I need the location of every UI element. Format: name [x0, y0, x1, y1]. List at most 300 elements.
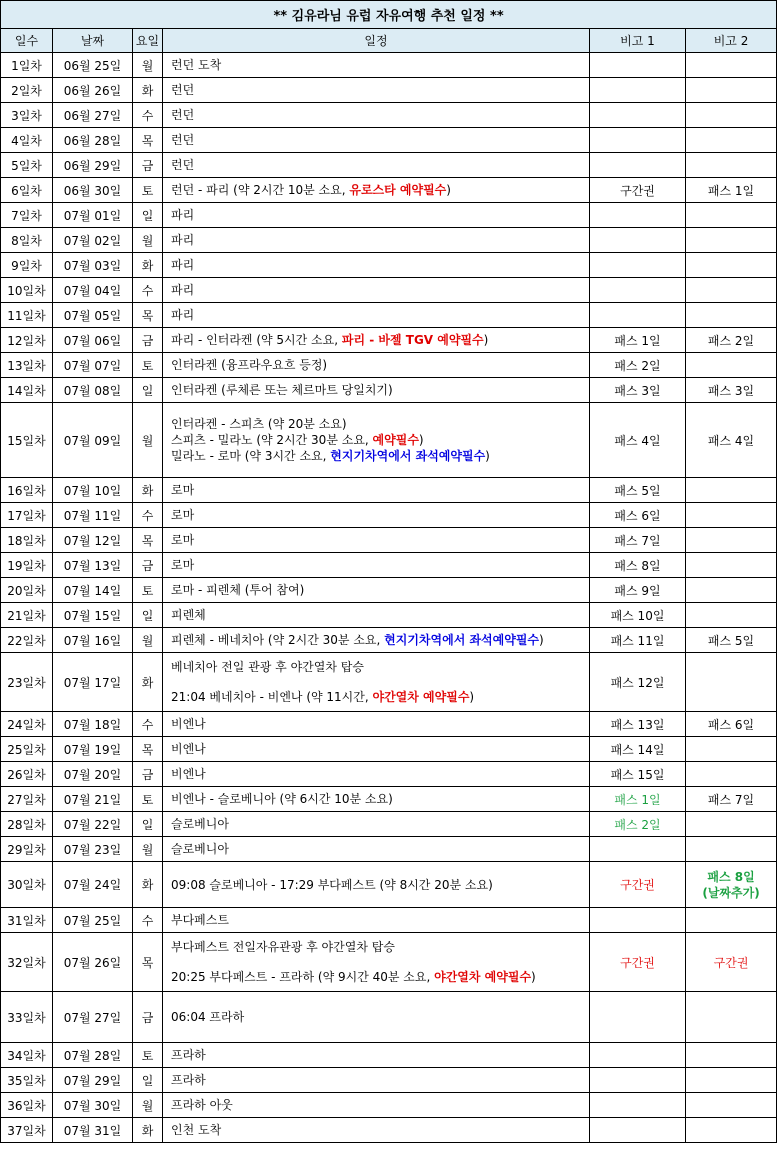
day-cell: 9일차: [1, 253, 53, 278]
date-cell: 07월 28일: [53, 1043, 133, 1068]
note-1-cell: 패스 7일: [590, 528, 686, 553]
schedule-cell: [163, 992, 590, 1043]
header-day: 일수: [1, 29, 53, 53]
header-schedule: 일정: [163, 29, 590, 53]
schedule-text: 비엔나 - 슬로베니아 (약 6시간 10분 소요): [171, 792, 393, 806]
note-2-cell: [686, 737, 777, 762]
note-1-cell: 패스 10일: [590, 603, 686, 628]
schedule-cell: [163, 353, 590, 378]
date-cell: 07월 23일: [53, 837, 133, 862]
weekday-cell: 월: [133, 1093, 163, 1118]
schedule-text: 파리: [171, 233, 195, 247]
schedule-text: ): [483, 333, 489, 347]
weekday-cell: 월: [133, 837, 163, 862]
date-cell: 07월 15일: [53, 603, 133, 628]
schedule-line: [171, 766, 589, 782]
schedule-line: [171, 182, 589, 198]
date-cell: 07월 17일: [53, 653, 133, 712]
day-cell: 8일차: [1, 228, 53, 253]
schedule-line: [171, 939, 589, 955]
schedule-cell: [163, 478, 590, 503]
date-cell: 07월 20일: [53, 762, 133, 787]
weekday-cell: 화: [133, 253, 163, 278]
date-cell: 07월 14일: [53, 578, 133, 603]
schedule-text: 09:08 슬로베니아 - 17:29 부다페스트 (약 8시간 20분 소요): [171, 877, 493, 892]
schedule-text: 파리: [171, 283, 195, 297]
schedule-text: 인천 도착: [171, 1123, 222, 1137]
schedule-line: [171, 507, 589, 523]
schedule-text: 로마: [171, 558, 195, 572]
note-2-cell: [686, 253, 777, 278]
table-row: [1, 78, 777, 103]
schedule-text: 로마: [171, 508, 195, 522]
note-1-cell: [590, 908, 686, 933]
note-1-cell: [590, 303, 686, 328]
schedule-highlight: 야간열차 예약필수: [372, 690, 470, 704]
schedule-text: ): [485, 449, 490, 463]
table-row: [1, 837, 777, 862]
weekday-cell: 수: [133, 503, 163, 528]
schedule-cell: [163, 128, 590, 153]
note-2-cell: [686, 128, 777, 153]
schedule-cell: [163, 53, 590, 78]
schedule-line: [171, 257, 589, 273]
table-row: [1, 712, 777, 737]
table-row: [1, 528, 777, 553]
schedule-cell: [163, 628, 590, 653]
note-2-cell: [686, 1118, 777, 1143]
table-row: [1, 737, 777, 762]
schedule-line: [171, 716, 589, 732]
schedule-cell: [163, 862, 590, 908]
day-cell: 2일차: [1, 78, 53, 103]
date-cell: 07월 07일: [53, 353, 133, 378]
day-cell: 27일차: [1, 787, 53, 812]
schedule-text: ): [531, 970, 536, 984]
line-gap: [171, 955, 589, 969]
table-row: [1, 553, 777, 578]
note-2-cell: 패스 5일: [686, 628, 777, 653]
schedule-text: 런던: [171, 158, 195, 172]
table-row: [1, 603, 777, 628]
note-1-cell: [590, 228, 686, 253]
note-1-cell: 구간권: [590, 862, 686, 908]
note-2-cell: 패스 3일: [686, 378, 777, 403]
header-note-1: 비고 1: [590, 29, 686, 53]
note-2-cell: 패스 6일: [686, 712, 777, 737]
schedule-line: [171, 132, 589, 148]
table-row: [1, 478, 777, 503]
schedule-cell: [163, 737, 590, 762]
weekday-cell: 월: [133, 403, 163, 478]
day-cell: 31일차: [1, 908, 53, 933]
note-2-cell: [686, 528, 777, 553]
schedule-text: 비엔나: [171, 767, 206, 781]
schedule-cell: [163, 1043, 590, 1068]
schedule-line: [171, 207, 589, 223]
table-body: [1, 53, 777, 1143]
schedule-cell: [163, 153, 590, 178]
date-cell: 07월 13일: [53, 553, 133, 578]
table-row: [1, 103, 777, 128]
header-weekday: 요일: [133, 29, 163, 53]
day-cell: 26일차: [1, 762, 53, 787]
weekday-cell: 토: [133, 178, 163, 203]
schedule-highlight: 현지기차역에서 좌석예약필수: [330, 449, 486, 463]
date-cell: 07월 19일: [53, 737, 133, 762]
schedule-line: [171, 532, 589, 548]
day-cell: 37일차: [1, 1118, 53, 1143]
schedule-text: 베네치아 전일 관광 후 야간열차 탑승: [171, 660, 364, 674]
schedule-cell: [163, 578, 590, 603]
day-cell: 19일차: [1, 553, 53, 578]
note-2-cell: [686, 78, 777, 103]
date-cell: 06월 30일: [53, 178, 133, 203]
day-cell: 36일차: [1, 1093, 53, 1118]
schedule-text: 로마: [171, 533, 195, 547]
table-row: [1, 153, 777, 178]
day-cell: 10일차: [1, 278, 53, 303]
schedule-cell: [163, 78, 590, 103]
date-cell: 07월 27일: [53, 992, 133, 1043]
date-cell: 07월 05일: [53, 303, 133, 328]
day-cell: 23일차: [1, 653, 53, 712]
weekday-cell: 금: [133, 762, 163, 787]
note-2-cell: [686, 228, 777, 253]
schedule-text: 슬로베니아: [171, 842, 229, 856]
note-1-cell: 패스 2일: [590, 812, 686, 837]
schedule-cell: [163, 762, 590, 787]
schedule-line: [171, 432, 589, 448]
schedule-text: 비엔나: [171, 742, 206, 756]
schedule-line: [171, 1097, 589, 1113]
weekday-cell: 토: [133, 578, 163, 603]
note-2-cell: 패스 7일: [686, 787, 777, 812]
header-note-2: 비고 2: [686, 29, 777, 53]
note-1-cell: 구간권: [590, 178, 686, 203]
schedule-line: [171, 107, 589, 123]
day-cell: 24일차: [1, 712, 53, 737]
note-2-cell: [686, 503, 777, 528]
date-cell: 07월 29일: [53, 1068, 133, 1093]
schedule-line: [171, 607, 589, 623]
table-row: [1, 228, 777, 253]
schedule-line: [171, 1047, 589, 1063]
weekday-cell: 화: [133, 862, 163, 908]
note-1-cell: [590, 253, 686, 278]
note-1-cell: [590, 278, 686, 303]
schedule-highlight: 현지기차역에서 좌석예약필수: [384, 633, 540, 647]
table-row: [1, 787, 777, 812]
note-1-cell: [590, 1093, 686, 1118]
schedule-text: ): [539, 633, 544, 647]
schedule-text: 슬로베니아: [171, 817, 229, 831]
schedule-cell: [163, 303, 590, 328]
schedule-line: [171, 57, 589, 73]
schedule-cell: [163, 653, 590, 712]
schedule-text: 파리: [171, 208, 195, 222]
note-1-cell: 패스 12일: [590, 653, 686, 712]
note-1-cell: [590, 837, 686, 862]
day-cell: 17일차: [1, 503, 53, 528]
weekday-cell: 목: [133, 737, 163, 762]
note-1-cell: 패스 13일: [590, 712, 686, 737]
date-cell: 07월 09일: [53, 403, 133, 478]
schedule-line: [171, 582, 589, 598]
schedule-text: 프라하: [171, 1048, 206, 1062]
table-header: [1, 29, 777, 53]
day-cell: 13일차: [1, 353, 53, 378]
note-1-cell: 패스 2일: [590, 353, 686, 378]
table-row: [1, 862, 777, 908]
note-1-cell: 패스 6일: [590, 503, 686, 528]
weekday-cell: 수: [133, 712, 163, 737]
date-cell: 07월 21일: [53, 787, 133, 812]
date-cell: 07월 06일: [53, 328, 133, 353]
weekday-cell: 일: [133, 203, 163, 228]
note-1-cell: 패스 14일: [590, 737, 686, 762]
table-row: [1, 1118, 777, 1143]
schedule-text: 인터라켄 (융프라우요흐 등정): [171, 358, 328, 372]
schedule-cell: [163, 812, 590, 837]
date-cell: 07월 08일: [53, 378, 133, 403]
schedule-text: 로마: [171, 483, 195, 497]
note-2-cell: [686, 837, 777, 862]
schedule-line: [171, 1122, 589, 1138]
weekday-cell: 목: [133, 528, 163, 553]
table-row: [1, 812, 777, 837]
note-2-cell: [686, 203, 777, 228]
date-cell: 07월 12일: [53, 528, 133, 553]
weekday-cell: 수: [133, 278, 163, 303]
schedule-text: ): [446, 183, 451, 197]
schedule-text: 21:04 베네치아 - 비엔나 (약 11시간,: [171, 690, 373, 704]
date-cell: 07월 18일: [53, 712, 133, 737]
schedule-line: [171, 816, 589, 832]
weekday-cell: 일: [133, 1068, 163, 1093]
table-row: [1, 1043, 777, 1068]
day-cell: 14일차: [1, 378, 53, 403]
note-2-cell: [686, 1093, 777, 1118]
schedule-line: [171, 969, 589, 985]
table-row: [1, 992, 777, 1043]
schedule-line: [171, 232, 589, 248]
note-1-cell: 패스 15일: [590, 762, 686, 787]
table-row: [1, 762, 777, 787]
date-cell: 07월 24일: [53, 862, 133, 908]
date-cell: 06월 25일: [53, 53, 133, 78]
note-1-cell: [590, 53, 686, 78]
note-2-cell: [686, 862, 777, 908]
day-cell: 25일차: [1, 737, 53, 762]
schedule-text: 부다페스트 전일자유관광 후 야간열차 탑승: [171, 940, 395, 954]
table-row: [1, 328, 777, 353]
schedule-text: 부다페스트: [171, 913, 229, 927]
day-cell: 29일차: [1, 837, 53, 862]
schedule-text: 런던 - 파리 (약 2시간 10분 소요,: [171, 183, 350, 197]
weekday-cell: 월: [133, 228, 163, 253]
schedule-cell: [163, 103, 590, 128]
note-1-cell: [590, 1043, 686, 1068]
note-2-cell: [686, 153, 777, 178]
day-cell: 30일차: [1, 862, 53, 908]
note-2-cell: 구간권: [686, 933, 777, 992]
note-1-cell: 패스 5일: [590, 478, 686, 503]
note-1-cell: 패스 3일: [590, 378, 686, 403]
note-1-cell: [590, 153, 686, 178]
schedule-line: [171, 157, 589, 173]
schedule-highlight: 야간열차 예약필수: [434, 970, 532, 984]
note-line: (날짜추가): [702, 885, 760, 900]
date-cell: 07월 01일: [53, 203, 133, 228]
schedule-text: 프라하: [171, 1073, 206, 1087]
schedule-line: [171, 357, 589, 373]
table-row: [1, 578, 777, 603]
day-cell: 21일차: [1, 603, 53, 628]
note-2-cell: 패스 1일: [686, 178, 777, 203]
schedule-line: [171, 282, 589, 298]
schedule-text: ): [469, 690, 475, 704]
note-1-cell: [590, 992, 686, 1043]
day-cell: 6일차: [1, 178, 53, 203]
schedule-line: [171, 482, 589, 498]
day-cell: 4일차: [1, 128, 53, 153]
note-1-cell: 패스 11일: [590, 628, 686, 653]
table-row: [1, 278, 777, 303]
day-cell: 18일차: [1, 528, 53, 553]
note-2-cell: [686, 908, 777, 933]
schedule-text: 06:04 프라하: [171, 1010, 245, 1024]
weekday-cell: 화: [133, 1118, 163, 1143]
note-2-cell: [686, 353, 777, 378]
schedule-line: [171, 659, 589, 675]
note-1-cell: [590, 128, 686, 153]
table-row: [1, 628, 777, 653]
schedule-text: 인터라켄 (루체른 또는 체르마트 당일치기): [171, 383, 393, 397]
date-cell: 07월 11일: [53, 503, 133, 528]
table-row: [1, 128, 777, 153]
date-cell: 07월 31일: [53, 1118, 133, 1143]
schedule-text: 파리: [171, 258, 195, 272]
note-1-cell: 패스 1일: [590, 328, 686, 353]
day-cell: 15일차: [1, 403, 53, 478]
weekday-cell: 월: [133, 628, 163, 653]
weekday-cell: 금: [133, 992, 163, 1043]
day-cell: 20일차: [1, 578, 53, 603]
schedule-text: 스피츠 - 밀라노 (약 2시간 30분 소요,: [171, 433, 373, 447]
schedule-cell: [163, 503, 590, 528]
note-1-cell: [590, 103, 686, 128]
schedule-text: 런던 도착: [171, 58, 222, 72]
note-2-cell: [686, 53, 777, 78]
schedule-text: 인터라켄 - 스피츠 (약 20분 소요): [171, 417, 347, 431]
note-1-cell: 구간권: [590, 933, 686, 992]
weekday-cell: 수: [133, 103, 163, 128]
schedule-text: 피렌체 - 베네치아 (약 2시간 30분 소요,: [171, 633, 385, 647]
date-cell: 07월 22일: [53, 812, 133, 837]
table-row: [1, 503, 777, 528]
note-2-cell: [686, 812, 777, 837]
date-cell: 07월 03일: [53, 253, 133, 278]
schedule-cell: [163, 403, 590, 478]
schedule-cell: [163, 278, 590, 303]
schedule-text: 로마 - 피렌체 (투어 참여): [171, 583, 305, 597]
note-1-cell: 패스 8일: [590, 553, 686, 578]
note-2-cell: 패스 2일: [686, 328, 777, 353]
schedule-line: [171, 912, 589, 928]
weekday-cell: 토: [133, 1043, 163, 1068]
schedule-cell: [163, 1118, 590, 1143]
schedule-cell: [163, 203, 590, 228]
day-cell: 22일차: [1, 628, 53, 653]
note-2-cell: [686, 103, 777, 128]
note-1-cell: [590, 1118, 686, 1143]
date-cell: 06월 28일: [53, 128, 133, 153]
schedule-cell: [163, 253, 590, 278]
header-date: 날짜: [53, 29, 133, 53]
schedule-cell: [163, 328, 590, 353]
date-cell: 07월 25일: [53, 908, 133, 933]
schedule-cell: [163, 553, 590, 578]
schedule-text: 피렌체: [171, 608, 206, 622]
schedule-line: [171, 841, 589, 857]
note-2-cell: [686, 1068, 777, 1093]
note-2-cell: [686, 653, 777, 712]
page-title: ** 김유라님 유럽 자유여행 추천 일정 **: [1, 1, 777, 29]
weekday-cell: 월: [133, 53, 163, 78]
schedule-line: [171, 741, 589, 757]
table-row: [1, 303, 777, 328]
schedule-text: 밀라노 - 로마 (약 3시간 소요,: [171, 449, 331, 463]
schedule-text: ): [418, 433, 424, 447]
date-cell: 06월 29일: [53, 153, 133, 178]
note-1-cell: [590, 78, 686, 103]
table-row: [1, 1093, 777, 1118]
schedule-line: [171, 332, 589, 348]
date-cell: 07월 04일: [53, 278, 133, 303]
table-row: [1, 1068, 777, 1093]
day-cell: 34일차: [1, 1043, 53, 1068]
note-2-cell: [686, 603, 777, 628]
schedule-line: [171, 82, 589, 98]
note-2-cell: [686, 1043, 777, 1068]
schedule-text: 프라하 아웃: [171, 1098, 233, 1112]
schedule-cell: [163, 603, 590, 628]
date-cell: 07월 02일: [53, 228, 133, 253]
schedule-cell: [163, 712, 590, 737]
schedule-cell: [163, 908, 590, 933]
table-row: [1, 933, 777, 992]
date-cell: 07월 30일: [53, 1093, 133, 1118]
schedule-highlight: 유로스타 예약필수: [349, 183, 447, 197]
schedule-line: [171, 1009, 589, 1025]
date-cell: 07월 10일: [53, 478, 133, 503]
weekday-cell: 수: [133, 908, 163, 933]
table-row: [1, 908, 777, 933]
schedule-line: [171, 416, 589, 432]
day-cell: 32일차: [1, 933, 53, 992]
weekday-cell: 토: [133, 353, 163, 378]
schedule-cell: [163, 787, 590, 812]
day-cell: 35일차: [1, 1068, 53, 1093]
schedule-text: 비엔나: [171, 717, 206, 731]
day-cell: 5일차: [1, 153, 53, 178]
schedule-line: [171, 877, 589, 893]
schedule-cell: [163, 378, 590, 403]
schedule-line: [171, 632, 589, 648]
date-cell: 06월 27일: [53, 103, 133, 128]
note-line: 패스 8일: [707, 869, 755, 884]
